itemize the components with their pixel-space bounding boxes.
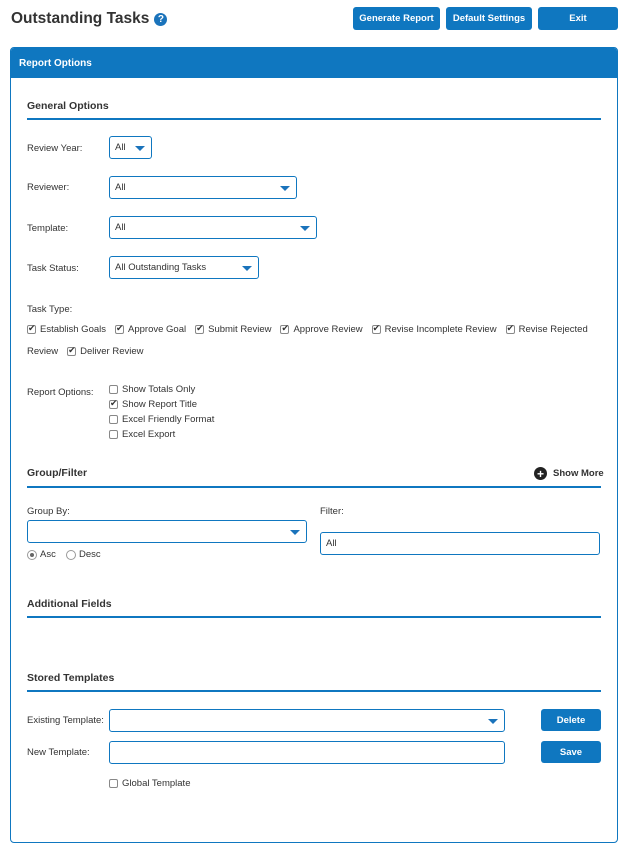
checkbox-label: Global Template [122, 778, 191, 789]
checkbox[interactable] [195, 325, 204, 334]
checkbox-label: Show Report Title [122, 399, 197, 410]
task-type-revise-incomplete[interactable] [372, 324, 497, 335]
section-stored-title: Stored Templates [27, 672, 115, 684]
checkbox-label: Approve Goal [128, 324, 187, 335]
reviewer-value: All [115, 182, 126, 193]
show-more-label: Show More [553, 468, 604, 479]
plus-circle-icon: + [534, 467, 547, 480]
section-divider [27, 118, 601, 120]
checkbox-label: Submit Review [208, 324, 272, 335]
radio[interactable] [66, 550, 76, 560]
delete-button[interactable]: Delete [541, 709, 601, 731]
review-year-label: Review Year: [27, 143, 83, 154]
radio[interactable] [27, 550, 37, 560]
task-type-deliver-review[interactable] [67, 346, 143, 357]
page-title-text: Outstanding Tasks [11, 10, 150, 27]
default-settings-button[interactable]: Default Settings [446, 7, 532, 30]
checkbox-label: Show Totals Only [122, 384, 196, 395]
option-excel-friendly[interactable] [109, 414, 214, 425]
checkbox[interactable] [109, 415, 118, 424]
task-type-establish-goals[interactable] [27, 324, 106, 335]
new-template-label: New Template: [27, 747, 90, 758]
task-type-review-continued [27, 346, 58, 357]
global-template-checkbox[interactable] [109, 778, 190, 789]
review-year-select[interactable] [109, 136, 152, 159]
filter-label: Filter: [320, 506, 344, 517]
checkbox-label: Approve Review [293, 324, 363, 335]
task-status-value: All Outstanding Tasks [115, 262, 207, 273]
chevron-down-icon [135, 146, 145, 151]
option-excel-export[interactable] [109, 429, 175, 440]
checkbox[interactable] [506, 325, 515, 334]
exit-button[interactable]: Exit [538, 7, 618, 30]
existing-template-label: Existing Template: [27, 715, 104, 726]
checkbox[interactable] [67, 347, 76, 356]
task-type-submit-review[interactable] [195, 324, 271, 335]
task-type-revise-rejected[interactable] [506, 324, 588, 335]
review-year-value: All [115, 142, 126, 153]
checkbox-label: Excel Export [122, 429, 176, 440]
template-value: All [115, 222, 126, 233]
checkbox[interactable] [115, 325, 124, 334]
group-by-label: Group By: [27, 506, 70, 517]
section-additional-title: Additional Fields [27, 598, 112, 610]
checkbox-label: Revise Incomplete Review [384, 324, 497, 335]
task-type-approve-review[interactable] [280, 324, 362, 335]
task-type-row [27, 324, 588, 335]
checkbox[interactable] [109, 779, 118, 788]
checkbox[interactable] [109, 400, 118, 409]
new-template-input[interactable] [109, 741, 505, 764]
chevron-down-icon [280, 186, 290, 191]
checkbox-label: Revise Rejected [518, 324, 588, 335]
checkbox[interactable] [109, 430, 118, 439]
show-more-button[interactable] [534, 467, 604, 480]
chevron-down-icon [290, 530, 300, 535]
task-status-select[interactable] [109, 256, 259, 279]
section-divider [27, 486, 601, 488]
existing-template-select[interactable] [109, 709, 505, 732]
radio-label: Asc [40, 549, 56, 560]
report-options-label: Report Options: [27, 387, 94, 398]
sort-desc-radio[interactable] [66, 549, 101, 560]
section-general-title: General Options [27, 100, 109, 112]
reviewer-label: Reviewer: [27, 182, 70, 193]
filter-value: All [326, 538, 337, 549]
task-type-row-2 [27, 346, 153, 357]
checkbox[interactable] [27, 325, 36, 334]
checkbox[interactable] [280, 325, 289, 334]
checkbox[interactable] [109, 385, 118, 394]
section-divider [27, 690, 601, 692]
chevron-down-icon [300, 226, 310, 231]
task-type-approve-goal[interactable] [115, 324, 186, 335]
section-divider [27, 616, 601, 618]
checkbox-label: Excel Friendly Format [122, 414, 215, 425]
section-group-title: Group/Filter [27, 467, 88, 479]
sort-asc-radio[interactable] [27, 549, 56, 560]
panel-header: Report Options [11, 48, 617, 78]
radio-label: Desc [79, 549, 101, 560]
checkbox-label: Deliver Review [80, 346, 144, 357]
template-label: Template: [27, 223, 69, 234]
reviewer-select[interactable] [109, 176, 297, 199]
filter-input[interactable] [320, 532, 600, 555]
generate-report-button[interactable]: Generate Report [353, 7, 440, 30]
task-type-label: Task Type: [27, 304, 73, 315]
task-status-label: Task Status: [27, 263, 79, 274]
checkbox-label: Review [27, 346, 59, 357]
page-title [11, 10, 167, 28]
option-show-totals[interactable] [109, 384, 195, 395]
template-select[interactable] [109, 216, 317, 239]
chevron-down-icon [488, 719, 498, 724]
chevron-down-icon [242, 266, 252, 271]
checkbox[interactable] [372, 325, 381, 334]
checkbox-label: Establish Goals [40, 324, 107, 335]
save-button[interactable]: Save [541, 741, 601, 763]
help-icon[interactable]: ? [154, 13, 167, 26]
group-by-select[interactable] [27, 520, 307, 543]
option-show-report-title[interactable] [109, 399, 197, 410]
